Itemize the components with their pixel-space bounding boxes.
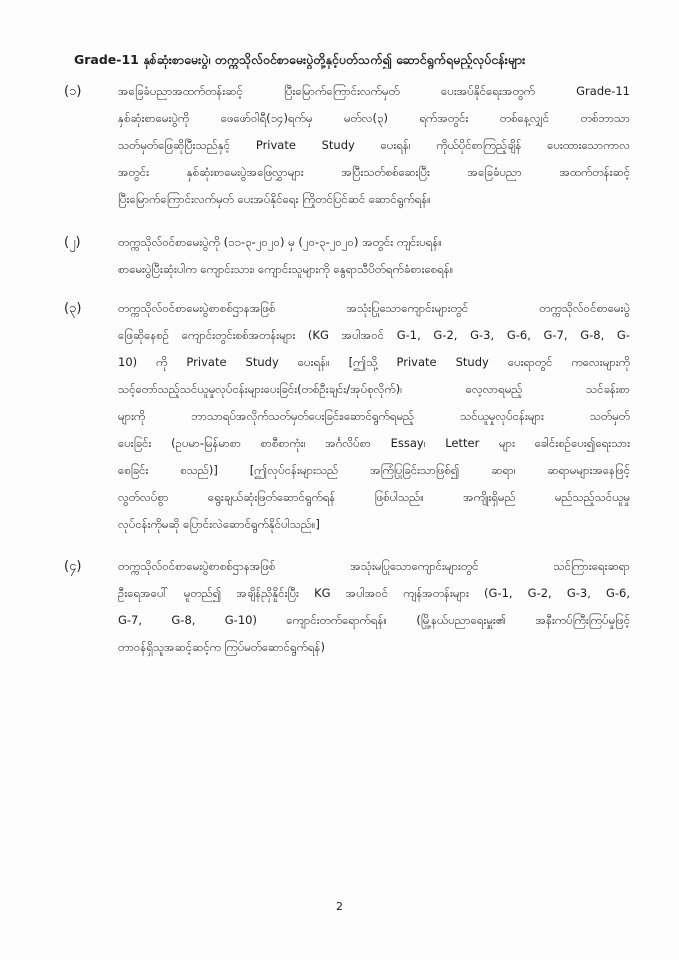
text-line: တက္ကသိုလ်ဝင်စာမေးပွဲစာစစ်ဌာနအဖြစ် အသုံးပြုသောကျောင်းများတွင် တက္ကသိုလ်ဝင်စာမေးပွဲ: [118, 301, 630, 315]
item-text: [118, 295, 630, 538]
item-text: [118, 553, 630, 661]
text-line: သတ်မှတ်ဖြေဆိုပြီးသည်နှင့် Private Study ပေးရန်၊ ကိုယ်ပိုင်စာကြည့်ချိန် ပေးထားသောကာလ: [118, 138, 630, 152]
text-line: တက္ကသိုလ်ဝင်စာမေးပွဲကို (၁၁-၃-၂၀၂၀) မှ (၂၀-၃-၂၀၂၀) အတွင်း ကျင်းပရန်။: [118, 235, 442, 249]
text-line: တာဝန်ရှိသူအဆင့်ဆင့်က ကြပ်မတ်ဆောင်ရွက်ရန်): [118, 640, 325, 654]
text-line: များကို ဘာသာရပ်အလိုက်သတ်မှတ်ပေးခြင်း၊ဆောင်ရွက်ရမည့် သင်ယူမှုလုပ်ငန်းများ သတ်မှတ်: [118, 409, 630, 423]
text-line: အခြေခံပညာအထက်တန်းဆင့် ပြီးမြောက်ကြောင်းလက်မှတ် ပေးအပ်နိုင်ရေးအတွက် Grade-11: [118, 84, 630, 98]
text-line: စေခြင်း စသည်)] [ဤလုပ်ငန်းများသည် အကြံပြုခြင်းသာဖြစ်၍ ဆရာ၊ ဆရာမများအနေဖြင့်: [118, 463, 630, 477]
item-text: [118, 229, 630, 283]
text-line: ပြီးမြောက်ကြောင်းလက်မှတ် ပေးအပ်နိုင်ရေး ကြိုတင်ပြင်ဆင် ဆောင်ရွက်ရန်။: [118, 192, 431, 206]
text-line: 10) ကို Private Study ပေးရန်။ [ဤသို့ Private Study ပေးရာတွင် ကလေးများကို: [118, 355, 630, 369]
text-line: သင့်တော်သည့်သင်ယူမှုလုပ်ငန်းများပေးခြင်း(တစ်ဦးချင်း/အုပ်စုလိုက်)၊ လေ့လာရမည့် သင်ခန်းစာ: [118, 382, 630, 396]
text-line: လွတ်လပ်စွာ ရွေးချယ်ဆုံးဖြတ်ဆောင်ရွက်ရန် ဖြစ်ပါသည်။ အကျိုးရှိမည် မည်သည့်သင်ယူမှု: [118, 490, 630, 504]
item-number: (၂): [64, 235, 81, 250]
text-line: တက္ကသိုလ်ဝင်စာမေးပွဲစာစစ်ဌာနအဖြစ် အသုံးမပြုသောကျောင်းများတွင် သင်ကြားရေးဆရာ: [118, 559, 630, 573]
text-line: လုပ်ငန်းကိုမဆို ပြောင်းလဲဆောင်ရွက်နိုင်ပါသည်။]: [118, 517, 320, 531]
item-number: (၄): [64, 559, 82, 574]
page-number: 2: [336, 900, 343, 913]
item-text: [118, 78, 630, 213]
text-line: ပေးခြင်း (ဥပမာ-မြန်မာစာ စာစီစာကုံး၊ အင်္ဂလိပ်စာ Essay၊ Letter များ ခေါင်းစဉ်ပေး၍ရေးသား: [118, 436, 630, 450]
text-line: ဦးရေအပေါ် မူတည်၍ အချိန်ညှိနှိုင်းပြီး KG အပါအဝင် ကျန်အတန်းများ (G-1, G-2, G-3, G-6,: [118, 586, 630, 600]
item-number: (၁): [64, 84, 82, 99]
text-line: နှစ်ဆုံးစာမေးပွဲကို ဖေဖော်ဝါရီ(၁၄)ရက်မှ မတ်လ(၃) ရက်အတွင်း တစ်နေ့လျှင် တစ်ဘာသာ: [118, 111, 630, 125]
item-number: (၃): [64, 301, 82, 316]
section-heading: Grade-11 နှစ်ဆုံးစာမေးပွဲ၊ တက္ကသိုလ်ဝင်စာမေးပွဲတို့နှင့်ပတ်သက်၍ ဆောင်ရွက်ရမည့်လုပ်ငန်းများ: [74, 52, 526, 67]
text-line: စာမေးပွဲပြီးဆုံးပါက ကျောင်းသား၊ ကျောင်းသူများကို နွေရာသီပိတ်ရက်ခံစားစေရန်။: [118, 262, 454, 276]
text-line: G-7, G-8, G-10) ကျောင်းတက်ရောက်ရန်။ (မြို့နယ်ပညာရေးမှူး၏ အနီးကပ်ကြီးကြပ်မှုဖြင့်: [118, 613, 630, 627]
text-line: အတွင်း နှစ်ဆုံးစာမေးပွဲအဖြေလွှာများ အပြီးသတ်စစ်ဆေးပြီး အခြေခံပညာ အထက်တန်းဆင့်: [118, 165, 630, 179]
text-line: ဖြေဆိုနေစဉ် ကျောင်းတွင်းစစ်အတန်းများ (KG အပါအဝင် G-1, G-2, G-3, G-6, G-7, G-8, G-: [118, 328, 630, 342]
